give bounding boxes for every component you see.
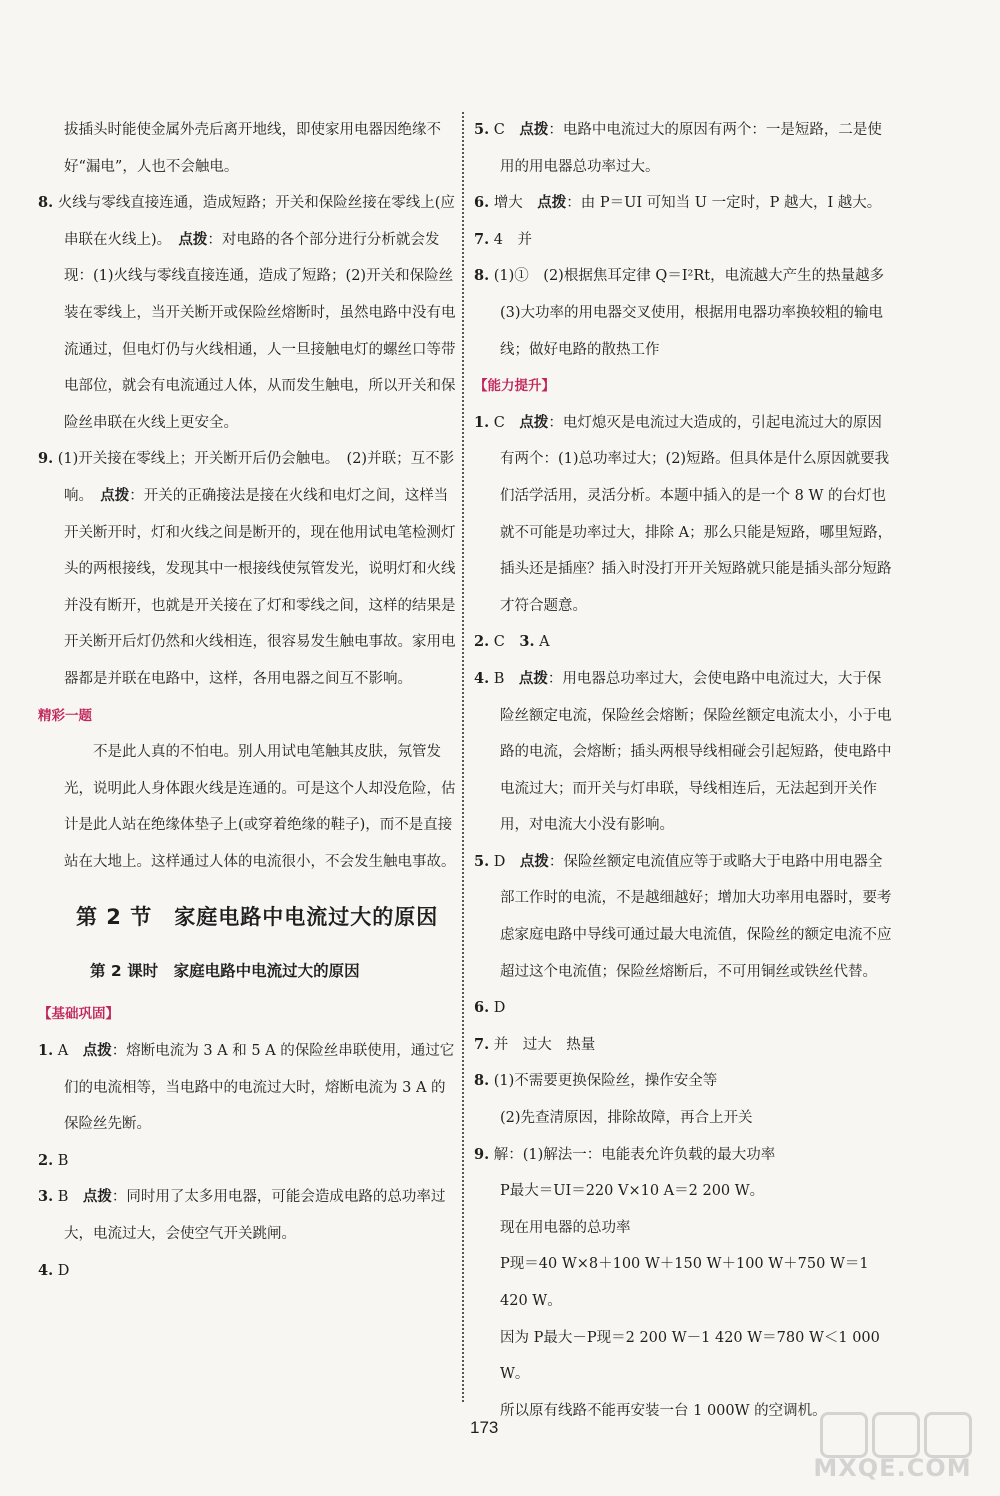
answer-number: 4.	[474, 669, 490, 687]
section-label-jingcai	[38, 698, 458, 735]
answer-b8-line2: (2)先查清原因，排除故障，再合上开关	[500, 1110, 753, 1127]
tip-label: 点拨	[82, 1042, 112, 1060]
nengli-label: 【能力提升】	[474, 378, 555, 395]
tip-text: ：同时用了太多用电器，可能会造成电路的总功率过大，电流过大，会使空气开关跳闸。	[64, 1189, 446, 1243]
jichu-label: 【基础巩固】	[38, 1006, 119, 1023]
answer-number: 2.	[38, 1151, 54, 1169]
answer-b9-line: 现在用电器的总功率	[500, 1219, 631, 1236]
answer-text: C	[493, 122, 520, 138]
answer-text: C	[493, 634, 520, 651]
answer-5	[474, 112, 894, 185]
answer-text: B	[57, 1152, 69, 1169]
answer-b7	[474, 1027, 894, 1064]
answer-text: 并 过大 热量	[493, 1036, 596, 1053]
section-label-jichu	[38, 996, 458, 1033]
right-column	[474, 112, 899, 1429]
answer-b4	[474, 661, 894, 844]
answer-9	[38, 441, 458, 697]
tip-label: 点拨	[537, 194, 567, 212]
answer-b9-line: 因为 P最大－P现＝2 200 W－1 420 W＝780 W＜1 000 W。	[500, 1329, 880, 1383]
answer-2	[38, 1143, 458, 1180]
answer-number: 3.	[519, 633, 535, 651]
watermark-box-icon	[924, 1412, 972, 1458]
watermark-box-icon	[872, 1412, 920, 1458]
answer-number: 5.	[474, 121, 490, 138]
answer-text: B	[493, 670, 519, 687]
tip-text: ：电路中电流过大的原因有两个：一是短路，二是使用的用电器总功率过大。	[500, 122, 882, 175]
tip-label: 点拨	[519, 852, 549, 870]
answer-1	[38, 1033, 458, 1143]
page-number: 173	[470, 1418, 499, 1437]
watermark-box-icon	[820, 1412, 868, 1458]
answer-number: 1.	[38, 1042, 54, 1060]
tip-text: ：由 P＝UI 可知当 U 一定时，P 越大，I 越大。	[566, 195, 882, 212]
watermark-text: MXQE.COM	[813, 1454, 972, 1482]
tip-label: 点拨	[82, 1188, 112, 1206]
tip-text: ：保险丝额定电流值应等于或略大于电路中用电器全部工作时的电流，不是越细越好；增加大功率用电器时，要考虑家庭电路中导线可通过最大电流值，保险丝的额定电流不应超过这个电流值；保险丝熔断后，不可用铜丝或铁丝代替。	[500, 853, 892, 980]
answer-b9-line: P现＝40 W×8＋100 W＋150 W＋100 W＋750 W＝1 420 W。	[500, 1256, 869, 1309]
answer-number: 9.	[474, 1145, 490, 1163]
tip-text: ：用电器总功率过大，会使电路中电流过大，大于保险丝额定电流，保险丝会熔断；保险丝额定电流太小，小于电路的电流，会熔断；插头两根导线相碰会引起短路，使电路中电流过大；而开关与灯串联，导线相连后，无法起到开关作用，对电流大小没有影响。	[500, 670, 892, 834]
answer-b9-line: 所以原有线路不能再安装一台 1 000W 的空调机。	[500, 1402, 827, 1419]
section-label-nengli	[474, 368, 894, 405]
answer-3	[38, 1179, 458, 1252]
answer-b9	[474, 1137, 894, 1174]
answer-number: 7.	[474, 1035, 490, 1053]
answer-text: B	[57, 1189, 83, 1206]
answer-b2-b3	[474, 624, 894, 661]
answer-number: 8.	[474, 267, 490, 285]
tip-text: ：对电路的各个部分进行分析就会发现：(1)火线与零线直接连通，造成了短路；(2)开关和保险丝装在零线上，当开关断开或保险丝熔断时，虽然电路中没有电流通过，但电灯仍与火线相通，人一旦接触电灯的螺丝口等带电部位，就会有电流通过人体，从而发生触电，所以开关和保险丝串联在火线上更安全。	[64, 231, 456, 431]
answer-8	[474, 258, 899, 368]
tip-label: 点拨	[518, 669, 548, 687]
subsection-title: 第 2 课时 家庭电路中电流过大的原因	[90, 962, 360, 981]
answer-text: A	[57, 1043, 83, 1060]
answer-number: 8.	[38, 194, 54, 212]
answer-4	[38, 1253, 458, 1290]
answer-number: 1.	[474, 413, 490, 431]
answer-number: 9.	[38, 450, 54, 468]
answer-number: 3.	[38, 1188, 54, 1206]
answer-b9-line: P最大＝UI＝220 V×10 A＝2 200 W。	[500, 1183, 765, 1200]
column-divider	[462, 112, 464, 1402]
tip-label: 点拨	[178, 230, 208, 248]
tip-label: 点拨	[519, 413, 549, 431]
answer-number: 7.	[474, 230, 490, 248]
jingcai-text: 不是此人真的不怕电。别人用试电笔触其皮肤，氖管发光，说明此人身体跟火线是连通的。可是这个人却没危险，估计是此人站在绝缘体垫子上(或穿着绝缘的鞋子)，而不是直接站在大地上。这样通过人体的电流很小，不会发生触电事故。	[64, 744, 456, 870]
answer-b8	[474, 1063, 894, 1100]
answer-number: 6.	[474, 999, 490, 1017]
answer-number: 2.	[474, 633, 490, 651]
answer-6	[474, 185, 894, 222]
answer-b6	[474, 990, 894, 1027]
watermark-logo	[800, 1410, 985, 1488]
answer-text: C	[493, 414, 520, 431]
answer-b5	[474, 844, 894, 990]
answer-number: 5.	[474, 852, 490, 870]
answer-number: 8.	[474, 1072, 490, 1090]
answer-text: (1)开关接在零线上；开关断开后仍会触电。 (2)并联；互不影响。	[57, 451, 455, 504]
section-title: 第 2 节 家庭电路中电流过大的原因	[76, 905, 439, 930]
answer-text: D	[493, 1000, 506, 1017]
answer-text: 解：(1)解法一：电能表允许负载的最大功率	[493, 1146, 776, 1163]
answer-7	[474, 222, 894, 259]
tip-text: ：熔断电流为 3 A 和 5 A 的保险丝串联使用，通过它们的电流相等，当电路中的电流过大时，熔断电流为 3 A 的保险丝先断。	[64, 1043, 455, 1133]
answer-number: 6.	[474, 194, 490, 212]
answer-8	[38, 185, 458, 441]
left-column	[38, 112, 458, 1289]
answer-text: 增大	[493, 195, 538, 212]
tip-label: 点拨	[519, 121, 549, 138]
jingcai-label: 精彩一题	[38, 707, 92, 724]
answer-number: 4.	[38, 1261, 54, 1279]
answer-text: D	[493, 853, 520, 870]
answer-text: 火线与零线直接连通，造成短路；开关和保险丝接在零线上(应串联在火线上)。	[57, 195, 455, 248]
answer-text: A	[539, 634, 550, 651]
answer-text: D	[57, 1262, 70, 1279]
tip-text: ：电灯熄灭是电流过大造成的，引起电流过大的原因有两个：(1)总功率过大；(2)短路。但具体是什么原因就要我们活学活用，灵活分析。本题中插入的是一个 8 W 的台灯也就不可能是功率过大，排除 A；那么只能是短路，哪里短路，插头还是插座？插入时没打开开关短路就只能是插头部分短路才符合题意。	[500, 414, 893, 614]
tip-label: 点拨	[100, 486, 130, 504]
answer-text: (1)不需要更换保险丝，操作安全等	[493, 1073, 718, 1090]
paragraph-continuation: 拔插头时能使金属外壳后离开地线，即使家用电器因绝缘不好“漏电”，人也不会触电。	[64, 122, 441, 175]
answer-text: 4 并	[493, 231, 532, 248]
answer-b1	[474, 405, 894, 625]
answer-text: (1)① (2)根据焦耳定律 Q＝I²Rt，电流越大产生的热量越多 (3)大功率的用电器交叉使用，根据用电器功率换较粗的输电线；做好电路的散热工作	[493, 268, 899, 358]
tip-text: ：开关的正确接法是接在火线和电灯之间，这样当开关断开时，灯和火线之间是断开的，现在他用试电笔检测灯头的两根接线，发现其中一根接线使氖管发光，说明灯和火线并没有断开，也就是开关接在了灯和零线之间，这样的结果是开关断开后灯仍然和火线相连，很容易发生触电事故。家用电器都是并联在电路中，这样，各用电器之间互不影响。	[64, 487, 456, 687]
